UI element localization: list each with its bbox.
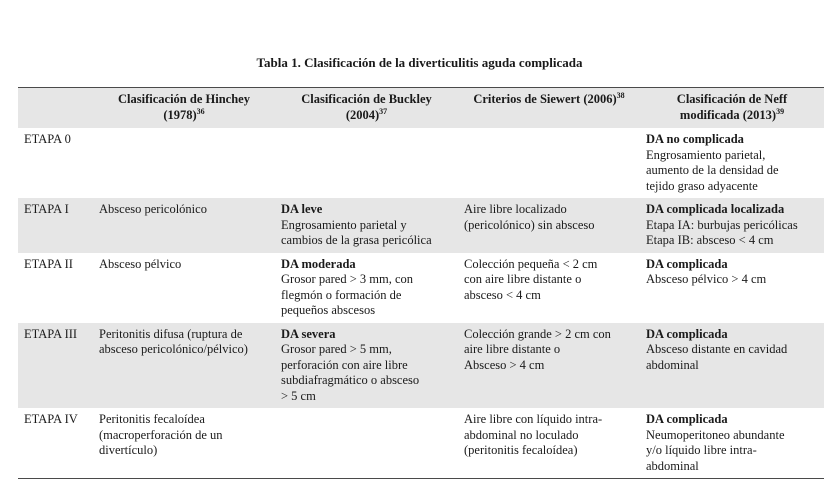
buckley-grade: DA severa (281, 326, 336, 341)
table-body (18, 128, 824, 478)
neff-line: abdominal (646, 458, 699, 473)
cell-neff (640, 323, 824, 409)
header-neff-line2-wrap (644, 108, 820, 124)
siewert-line: con aire libre distante o (464, 272, 582, 286)
table-row (18, 198, 824, 253)
hinchey-line: Absceso pélvico (99, 256, 182, 271)
neff-grade: DA no complicada (646, 132, 744, 146)
neff-line: Absceso distante en cavidad (646, 342, 788, 356)
header-neff-line2: modificada (2013) (679, 107, 777, 122)
siewert-line: Colección pequeña < 2 cm (464, 256, 598, 271)
cell-neff (640, 408, 824, 478)
cell-buckley (275, 408, 458, 478)
buckley-line: Grosor pared > 5 mm, (281, 342, 392, 356)
cell-stage: ETAPA II (24, 256, 73, 271)
hinchey-line: Absceso pericolónico (99, 202, 207, 216)
table-row (18, 253, 824, 323)
cell-neff (640, 253, 824, 323)
cell-hinchey (93, 128, 275, 198)
neff-line: Engrosamiento parietal, (646, 147, 766, 162)
neff-grade: DA complicada (646, 412, 728, 426)
table-row (18, 323, 824, 409)
header-row (18, 88, 824, 128)
hinchey-line: absceso pericolónico/pélvico) (99, 342, 248, 356)
neff-line: Neumoperitoneo abundante (646, 427, 785, 442)
hinchey-line: (macroperforación de un (99, 427, 223, 442)
header-buckley-ref: 37 (379, 106, 388, 116)
cell-hinchey (93, 253, 275, 323)
header-neff-line1: Clasificación de Neff (676, 92, 788, 106)
siewert-line: absceso < 4 cm (464, 287, 541, 302)
header-hinchey-ref: 36 (196, 106, 205, 116)
header-buckley (275, 88, 458, 128)
header-buckley-line1: Clasificación de Buckley (301, 92, 432, 106)
cell-siewert (458, 253, 640, 323)
siewert-line: (peritonitis fecaloídea) (464, 443, 578, 457)
neff-line: Etapa IA: burbujas pericólicas (646, 217, 798, 232)
header-neff-ref: 39 (776, 106, 785, 116)
cell-buckley (275, 128, 458, 198)
neff-line: Etapa IB: absceso < 4 cm (646, 233, 774, 247)
neff-line: abdominal (646, 357, 699, 372)
table (18, 88, 824, 478)
header-siewert (458, 88, 640, 128)
hinchey-line: divertículo) (99, 443, 158, 457)
header-hinchey-line1: Clasificación de Hinchey (118, 92, 250, 106)
buckley-line: Engrosamiento parietal y (281, 217, 407, 232)
cell-siewert (458, 408, 640, 478)
neff-line: Absceso pélvico > 4 cm (646, 272, 767, 286)
cell-siewert (458, 323, 640, 409)
neff-grade: DA complicada (646, 256, 728, 271)
buckley-line: > 5 cm (281, 388, 316, 403)
neff-grade: DA complicada localizada (646, 202, 785, 216)
buckley-line: cambios de la grasa pericólica (281, 233, 432, 247)
header-siewert-line1: Criterios de Siewert (2006) (473, 92, 617, 106)
buckley-grade: DA moderada (281, 256, 356, 271)
table-row (18, 128, 824, 198)
table-caption: Tabla 1. Clasificación de la diverticulitis aguda complicada (256, 55, 583, 70)
neff-line: tejido graso adyacente (646, 178, 758, 193)
header-hinchey-line2: (1978) (163, 107, 197, 122)
cell-hinchey (93, 408, 275, 478)
header-siewert-ref: 38 (616, 90, 625, 100)
buckley-grade: DA leve (281, 202, 323, 216)
cell-buckley (275, 253, 458, 323)
neff-line: aumento de la densidad de (646, 163, 779, 177)
table-row (18, 408, 824, 478)
buckley-line: flegmón o formación de (281, 287, 402, 302)
buckley-line: subdiafragmático o absceso (281, 373, 420, 387)
neff-grade: DA complicada (646, 326, 728, 341)
buckley-line: perforación con aire libre (281, 357, 408, 372)
siewert-line: Aire libre localizado (464, 202, 567, 216)
cell-stage: ETAPA 0 (24, 132, 71, 146)
siewert-line: Absceso > 4 cm (464, 357, 545, 372)
buckley-line: Grosor pared > 3 mm, con (281, 272, 414, 286)
header-hinchey (93, 88, 275, 128)
cell-neff (640, 128, 824, 198)
cell-stage: ETAPA III (24, 326, 78, 341)
cell-hinchey (93, 198, 275, 253)
classification-table (18, 87, 824, 479)
header-siewert-line1-wrap (462, 92, 636, 108)
cell-hinchey (93, 323, 275, 409)
siewert-line: Colección grande > 2 cm con (464, 326, 611, 341)
header-hinchey-line2-wrap (97, 108, 271, 124)
cell-neff (640, 198, 824, 253)
cell-buckley (275, 198, 458, 253)
cell-stage: ETAPA I (24, 202, 69, 216)
header-neff (640, 88, 824, 128)
siewert-line: aire libre distante o (464, 342, 561, 356)
header-buckley-line2: (2004) (345, 107, 380, 122)
siewert-line: Aire libre con líquido intra- (464, 412, 603, 426)
hinchey-line: Peritonitis fecaloídea (99, 412, 205, 426)
cell-stage: ETAPA IV (24, 412, 78, 426)
header-buckley-line2-wrap (279, 108, 454, 124)
siewert-line: abdominal no loculado (464, 427, 579, 442)
cell-siewert (458, 198, 640, 253)
header-stage (18, 88, 93, 128)
buckley-line: pequeños abscesos (281, 303, 376, 317)
hinchey-line: Peritonitis difusa (ruptura de (99, 326, 243, 341)
siewert-line: (pericolónico) sin absceso (464, 217, 595, 232)
cell-siewert (458, 128, 640, 198)
neff-line: y/o líquido libre intra- (646, 443, 757, 457)
cell-buckley (275, 323, 458, 409)
